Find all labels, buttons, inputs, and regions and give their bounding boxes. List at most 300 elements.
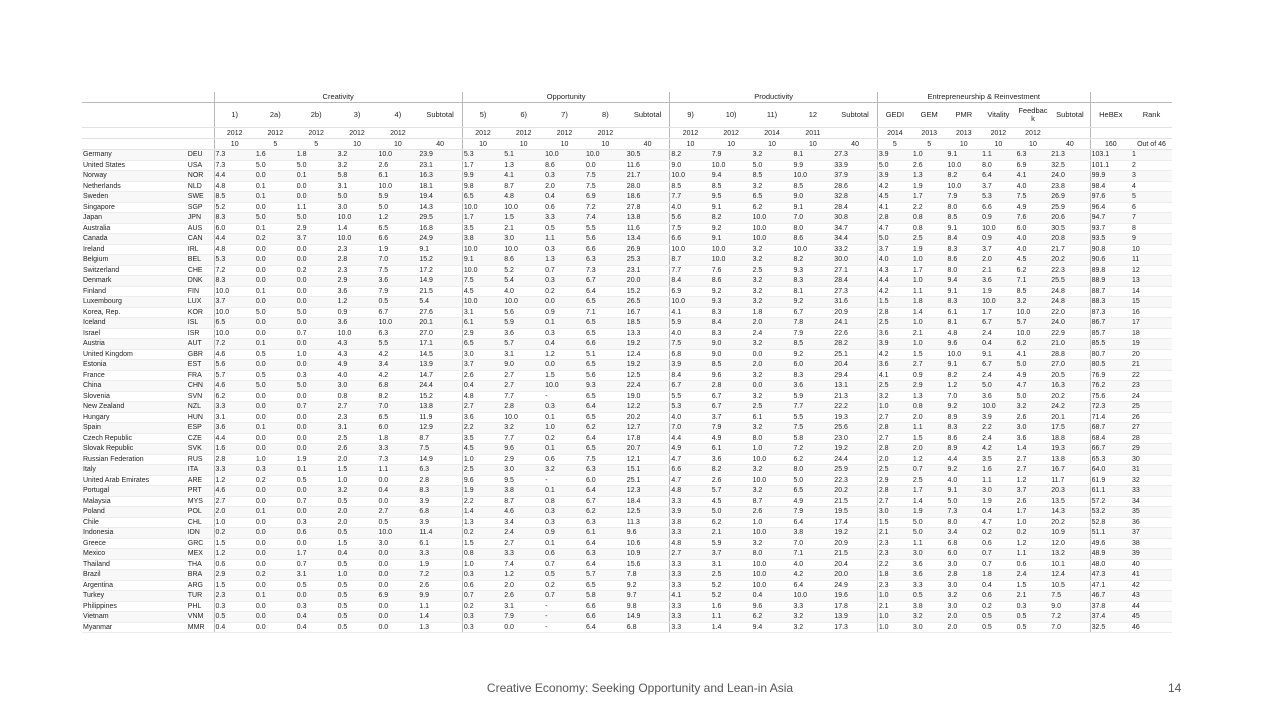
header-column-cell: 7): [544, 103, 585, 128]
country-name-cell: Hungary: [82, 412, 187, 423]
header-weight-cell: 10: [1016, 139, 1051, 150]
table-cell: 6.3: [585, 255, 626, 266]
rank-cell: 24: [1131, 391, 1172, 402]
table-cell: 3.3: [670, 580, 711, 591]
table-cell: 4.8: [503, 192, 544, 203]
header-column-cell: Subtotal: [1050, 103, 1090, 128]
header-group-cell: Creativity: [214, 92, 462, 103]
table-cell: 4.3: [337, 349, 378, 360]
country-name-cell: Czech Republic: [82, 433, 187, 444]
table-cell: 1.2: [337, 297, 378, 308]
footer-title: Creative Economy: Seeking Opportunity and Lean-in Asia: [486, 681, 794, 695]
table-cell: 17.1: [418, 339, 462, 350]
table-cell: 9.2: [792, 297, 833, 308]
table-cell: 0.2: [255, 234, 296, 245]
rank-cell: 17: [1131, 318, 1172, 329]
table-cell: 3.6: [912, 559, 947, 570]
table-cell: 0.1: [255, 223, 296, 234]
rank-cell: 35: [1131, 507, 1172, 518]
table-cell: 10.0: [752, 570, 793, 581]
table-cell: 6.4: [585, 402, 626, 413]
table-cell: 31.6: [833, 297, 877, 308]
table-cell: 8.6: [792, 234, 833, 245]
table-cell: 3.3: [670, 496, 711, 507]
hebex-score-cell: 97.6: [1090, 192, 1131, 203]
table-cell: 3.5: [981, 454, 1016, 465]
table-cell: 0.0: [503, 622, 544, 633]
table-cell: 6.6: [377, 234, 418, 245]
table-cell: 6.7: [585, 496, 626, 507]
header-weight-cell: 5: [296, 139, 337, 150]
table-cell: 5.8: [337, 171, 378, 182]
table-cell: 2.0: [912, 412, 947, 423]
table-cell: 6.5: [585, 297, 626, 308]
table-cell: 5.2: [711, 591, 752, 602]
table-cell: 0.4: [462, 381, 503, 392]
hebex-score-cell: 76.9: [1090, 370, 1131, 381]
table-row: [82, 276, 1172, 287]
table-cell: 3.7: [462, 360, 503, 371]
table-cell: 8.1: [792, 286, 833, 297]
table-cell: 4.0: [792, 559, 833, 570]
table-cell: 3.1: [214, 412, 255, 423]
table-cell: 3.1: [711, 559, 752, 570]
table-cell: 3.4: [503, 517, 544, 528]
table-cell: 4.1: [1016, 349, 1051, 360]
country-name-cell: Luxembourg: [82, 297, 187, 308]
hebex-index-table: [82, 92, 1172, 633]
table-cell: 0.2: [1016, 528, 1051, 539]
table-cell: 1.4: [912, 307, 947, 318]
table-cell: 1.9: [912, 507, 947, 518]
table-cell: 4.1: [503, 171, 544, 182]
header-year-cell: [1050, 128, 1090, 139]
rank-cell: 43: [1131, 591, 1172, 602]
table-cell: 4.5: [462, 444, 503, 455]
table-cell: 12.2: [626, 402, 670, 413]
table-cell: 1.2: [912, 454, 947, 465]
table-cell: 6.5: [585, 444, 626, 455]
table-cell: 3.0: [337, 202, 378, 213]
header-year-cell: [418, 128, 462, 139]
table-cell: 10.0: [752, 234, 793, 245]
table-cell: 2.6: [912, 160, 947, 171]
table-cell: 5.0: [255, 213, 296, 224]
table-cell: 3.2: [877, 391, 912, 402]
table-cell: 3.3: [377, 444, 418, 455]
table-cell: 14.9: [626, 612, 670, 623]
table-cell: 0.6: [981, 591, 1016, 602]
table-cell: 6.5: [585, 318, 626, 329]
table-cell: 9.1: [947, 150, 982, 161]
rank-cell: 31: [1131, 465, 1172, 476]
rank-cell: 3: [1131, 171, 1172, 182]
header-year-cell: 2012: [296, 128, 337, 139]
table-cell: 10.0: [947, 160, 982, 171]
table-cell: 3.9: [877, 171, 912, 182]
rank-cell: 23: [1131, 381, 1172, 392]
table-cell: 10.9: [1050, 528, 1090, 539]
table-cell: 3.2: [752, 181, 793, 192]
country-code-cell: ESP: [187, 423, 214, 434]
table-cell: 3.3: [670, 612, 711, 623]
country-code-cell: SWE: [187, 192, 214, 203]
table-cell: 1.7: [912, 486, 947, 497]
table-row: [82, 307, 1172, 318]
table-cell: 8.0: [947, 265, 982, 276]
table-cell: 2.3: [337, 265, 378, 276]
rank-cell: 15: [1131, 297, 1172, 308]
table-cell: 3.8: [503, 486, 544, 497]
table-cell: 6.7: [981, 360, 1016, 371]
table-cell: 0.0: [255, 265, 296, 276]
table-cell: 18.6: [626, 192, 670, 203]
table-cell: 6.4: [585, 486, 626, 497]
table-cell: 2.9: [462, 328, 503, 339]
country-code-cell: FRA: [187, 370, 214, 381]
country-code-cell: USA: [187, 160, 214, 171]
table-cell: 6.7: [711, 402, 752, 413]
country-name-cell: Slovenia: [82, 391, 187, 402]
table-cell: 7.5: [462, 276, 503, 287]
rank-cell: 12: [1131, 265, 1172, 276]
table-cell: 1.2: [1016, 538, 1051, 549]
table-cell: 4.9: [337, 360, 378, 371]
rank-cell: 8: [1131, 223, 1172, 234]
table-cell: 2.8: [418, 475, 462, 486]
table-cell: 0.0: [544, 297, 585, 308]
table-cell: 8.5: [214, 192, 255, 203]
table-cell: 1.0: [544, 423, 585, 434]
rank-cell: 45: [1131, 612, 1172, 623]
table-cell: 3.3: [912, 580, 947, 591]
country-code-cell: CHE: [187, 265, 214, 276]
table-cell: 0.5: [337, 496, 378, 507]
table-cell: 3.6: [981, 276, 1016, 287]
table-cell: 3.6: [792, 381, 833, 392]
table-cell: 6.6: [670, 465, 711, 476]
table-cell: 8.7: [752, 496, 793, 507]
table-cell: 6.4: [792, 580, 833, 591]
table-cell: 4.9: [711, 433, 752, 444]
country-name-cell: Singapore: [82, 202, 187, 213]
table-cell: 10.0: [947, 181, 982, 192]
country-name-cell: Estonia: [82, 360, 187, 371]
table-cell: 7.7: [670, 192, 711, 203]
country-code-cell: AUT: [187, 339, 214, 350]
header-column-cell: 1): [214, 103, 255, 128]
table-cell: 2.3: [337, 412, 378, 423]
table-cell: 1.5: [877, 297, 912, 308]
table-cell: 4.5: [1016, 255, 1051, 266]
rank-cell: 16: [1131, 307, 1172, 318]
table-cell: 6.2: [752, 202, 793, 213]
table-cell: 2.6: [462, 370, 503, 381]
country-code-cell: IRL: [187, 244, 214, 255]
table-cell: 10.0: [377, 181, 418, 192]
table-cell: 16.3: [418, 171, 462, 182]
table-cell: 9.6: [462, 475, 503, 486]
table-cell: 1.6: [981, 465, 1016, 476]
table-cell: 8.3: [792, 276, 833, 287]
table-cell: 34.7: [833, 223, 877, 234]
table-cell: 2.5: [877, 381, 912, 392]
hebex-score-cell: 88.9: [1090, 276, 1131, 287]
table-cell: 8.3: [711, 328, 752, 339]
header-weight-cell: 10: [462, 139, 503, 150]
country-name-cell: Netherlands: [82, 181, 187, 192]
table-cell: 0.4: [544, 339, 585, 350]
table-cell: 1.1: [296, 202, 337, 213]
header-column-cell: PMR: [947, 103, 982, 128]
table-cell: 10.0: [947, 349, 982, 360]
table-cell: 4.5: [877, 192, 912, 203]
table-cell: 2.1: [503, 223, 544, 234]
header-year-cell: 2014: [752, 128, 793, 139]
table-cell: 5.0: [255, 307, 296, 318]
table-cell: 3.8: [462, 234, 503, 245]
header-column-cell: Vitality: [981, 103, 1016, 128]
hebex-score-cell: 80.7: [1090, 349, 1131, 360]
table-cell: 28.6: [833, 181, 877, 192]
table-cell: 2.7: [337, 402, 378, 413]
table-cell: 4.3: [877, 265, 912, 276]
table-cell: 0.7: [462, 591, 503, 602]
table-row: [82, 255, 1172, 266]
table-cell: 13.1: [833, 381, 877, 392]
country-name-cell: Sweden: [82, 192, 187, 203]
table-cell: 8.2: [947, 171, 982, 182]
table-cell: 4.2: [981, 444, 1016, 455]
table-cell: 8.6: [947, 255, 982, 266]
table-cell: 9.1: [792, 202, 833, 213]
table-cell: 2.6: [711, 475, 752, 486]
hebex-score-cell: 99.9: [1090, 171, 1131, 182]
table-cell: 7.2: [214, 339, 255, 350]
table-cell: 0.1: [255, 181, 296, 192]
table-cell: 4.9: [1016, 202, 1051, 213]
country-name-cell: Korea, Rep.: [82, 307, 187, 318]
header-column-cell: 2b): [296, 103, 337, 128]
table-cell: 1.0: [912, 318, 947, 329]
table-cell: 7.6: [711, 265, 752, 276]
table-cell: 2.0: [947, 622, 982, 633]
table-cell: 0.8: [912, 213, 947, 224]
table-cell: 10.0: [711, 160, 752, 171]
table-cell: 2.0: [337, 507, 378, 518]
header-weight-cell: 10: [947, 139, 982, 150]
table-cell: 6.5: [585, 580, 626, 591]
table-row: [82, 381, 1172, 392]
table-cell: 0.3: [544, 171, 585, 182]
table-cell: 6.8: [670, 349, 711, 360]
table-cell: 9.0: [503, 360, 544, 371]
table-cell: 3.6: [981, 391, 1016, 402]
table-row: [82, 591, 1172, 602]
table-cell: 21.5: [418, 286, 462, 297]
header-weight-cell: 5: [255, 139, 296, 150]
table-cell: 10.0: [711, 255, 752, 266]
table-cell: 5.9: [503, 318, 544, 329]
table-cell: 7.7: [792, 402, 833, 413]
table-cell: 1.4: [1016, 444, 1051, 455]
table-cell: 0.3: [544, 244, 585, 255]
table-cell: 4.0: [670, 328, 711, 339]
table-cell: 8.4: [670, 370, 711, 381]
table-cell: 20.2: [1050, 391, 1090, 402]
table-cell: 0.0: [544, 360, 585, 371]
table-cell: 5.9: [711, 538, 752, 549]
table-cell: 11.6: [626, 160, 670, 171]
table-cell: 2.7: [877, 433, 912, 444]
table-cell: 2.0: [544, 181, 585, 192]
header-year-cell: 2012: [337, 128, 378, 139]
table-cell: 9.1: [947, 223, 982, 234]
table-cell: 25.9: [833, 465, 877, 476]
country-name-cell: Belgium: [82, 255, 187, 266]
table-cell: 0.4: [214, 622, 255, 633]
table-cell: 9.1: [711, 234, 752, 245]
table-cell: 2.0: [947, 612, 982, 623]
table-cell: 10.0: [792, 171, 833, 182]
table-row: [82, 538, 1172, 549]
table-cell: 7.3: [214, 150, 255, 161]
table-cell: 0.5: [544, 223, 585, 234]
hebex-score-cell: 61.9: [1090, 475, 1131, 486]
hebex-score-cell: 103.1: [1090, 150, 1131, 161]
table-cell: 0.5: [255, 370, 296, 381]
country-name-cell: Indonesia: [82, 528, 187, 539]
hebex-score-cell: 93.7: [1090, 223, 1131, 234]
page-number: 14: [1168, 681, 1182, 695]
table-cell: 9.0: [711, 339, 752, 350]
table-cell: 8.4: [947, 234, 982, 245]
table-row: [82, 444, 1172, 455]
table-cell: 0.5: [337, 559, 378, 570]
table-cell: 10.5: [1050, 580, 1090, 591]
header-year-cell: 2014: [877, 128, 912, 139]
table-cell: 8.6: [711, 276, 752, 287]
table-cell: 26.9: [1050, 192, 1090, 203]
table-cell: 19.2: [833, 444, 877, 455]
hebex-score-cell: 76.2: [1090, 381, 1131, 392]
table-cell: 7.5: [585, 171, 626, 182]
table-cell: 13.8: [418, 402, 462, 413]
table-cell: 5.0: [255, 160, 296, 171]
country-name-cell: United Arab Emirates: [82, 475, 187, 486]
table-cell: 2.7: [503, 538, 544, 549]
table-cell: 0.1: [544, 444, 585, 455]
table-cell: 0.2: [462, 601, 503, 612]
rank-cell: 20: [1131, 349, 1172, 360]
table-cell: 10.0: [670, 297, 711, 308]
hebex-score-cell: 47.3: [1090, 570, 1131, 581]
table-cell: 2.6: [1016, 496, 1051, 507]
table-cell: 6.1: [418, 538, 462, 549]
table-cell: 10.0: [981, 297, 1016, 308]
table-cell: 10.0: [752, 454, 793, 465]
table-cell: 6.4: [792, 517, 833, 528]
table-cell: 3.0: [947, 580, 982, 591]
table-cell: 3.0: [503, 465, 544, 476]
table-cell: 1.0: [877, 402, 912, 413]
country-name-cell: Finland: [82, 286, 187, 297]
table-cell: 0.5: [1016, 622, 1051, 633]
country-code-cell: EST: [187, 360, 214, 371]
hebex-score-cell: 68.7: [1090, 423, 1131, 434]
table-cell: 1.9: [981, 286, 1016, 297]
table-cell: 21.3: [1050, 150, 1090, 161]
table-cell: 3.6: [1016, 433, 1051, 444]
table-cell: 6.9: [377, 591, 418, 602]
table-cell: 25.6: [833, 423, 877, 434]
table-cell: 1.9: [377, 244, 418, 255]
table-cell: 4.3: [337, 339, 378, 350]
table-cell: 9.6: [947, 339, 982, 350]
table-cell: 27.0: [1050, 360, 1090, 371]
table-cell: 10.0: [752, 475, 793, 486]
table-cell: 0.0: [296, 255, 337, 266]
header-column-cell: [82, 103, 187, 128]
table-cell: 9.6: [752, 601, 793, 612]
table-cell: 1.0: [752, 517, 793, 528]
table-cell: 6.2: [585, 507, 626, 518]
table-cell: 1.5: [337, 465, 378, 476]
table-cell: 0.0: [377, 580, 418, 591]
country-name-cell: Argentina: [82, 580, 187, 591]
table-row: [82, 486, 1172, 497]
table-cell: 1.5: [214, 538, 255, 549]
table-cell: 0.9: [337, 307, 378, 318]
table-cell: 1.7: [462, 213, 503, 224]
table-cell: 7.3: [214, 160, 255, 171]
table-cell: 3.2: [752, 423, 793, 434]
country-code-cell: CHN: [187, 381, 214, 392]
country-name-cell: Norway: [82, 171, 187, 182]
table-cell: 0.6: [214, 559, 255, 570]
table-cell: 0.5: [296, 580, 337, 591]
table-cell: 7.4: [503, 559, 544, 570]
rank-cell: 7: [1131, 213, 1172, 224]
rank-cell: 38: [1131, 538, 1172, 549]
table-cell: 0.3: [462, 622, 503, 633]
table-cell: 19.5: [833, 507, 877, 518]
table-cell: 3.0: [912, 622, 947, 633]
table-cell: 3.6: [337, 318, 378, 329]
hebex-score-cell: 47.1: [1090, 580, 1131, 591]
table-cell: 0.0: [255, 622, 296, 633]
table-cell: 8.5: [792, 339, 833, 350]
header-year-cell: 2012: [503, 128, 544, 139]
table-cell: 1.5: [503, 213, 544, 224]
table-cell: 1.0: [1016, 517, 1051, 528]
table-cell: 3.0: [462, 349, 503, 360]
table-cell: 0.5: [337, 601, 378, 612]
table-cell: 6.3: [585, 517, 626, 528]
table-cell: 3.2: [544, 465, 585, 476]
table-cell: 6.7: [981, 318, 1016, 329]
table-cell: 6.1: [711, 444, 752, 455]
table-cell: 4.0: [670, 202, 711, 213]
table-cell: 8.0: [752, 433, 793, 444]
table-cell: 7.5: [670, 223, 711, 234]
table-cell: 6.4: [585, 286, 626, 297]
table-cell: 8.1: [792, 150, 833, 161]
table-cell: 7.9: [503, 612, 544, 623]
rank-cell: 9: [1131, 234, 1172, 245]
country-name-cell: France: [82, 370, 187, 381]
table-cell: 0.1: [255, 339, 296, 350]
